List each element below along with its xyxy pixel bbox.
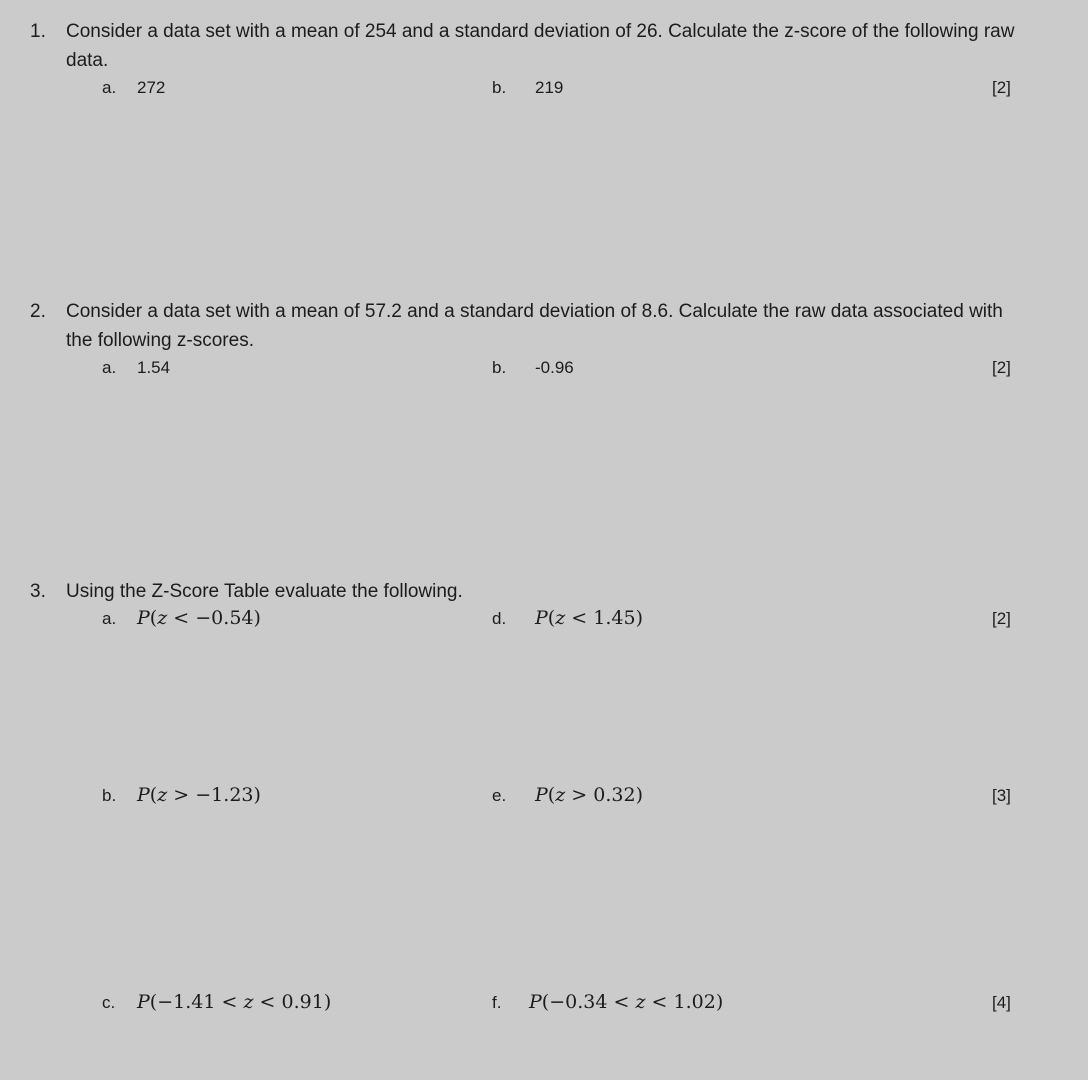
q3-d-label: d. xyxy=(492,609,507,628)
q3-ad-marks: [2] xyxy=(992,609,1011,628)
q3-b-expression: P(z > −1.23) xyxy=(137,784,261,806)
q3-d-expression: P(z < 1.45) xyxy=(535,607,643,629)
q2-marks: [2] xyxy=(992,358,1011,377)
q3-b-label: b. xyxy=(102,786,117,805)
q3-be-marks: [3] xyxy=(992,786,1011,805)
q3-f-expression: P(−0.34 < z < 1.02) xyxy=(529,991,724,1013)
q2-number: 2. xyxy=(30,301,46,322)
q2-b-value: -0.96 xyxy=(535,358,574,377)
q1-text-line1: Consider a data set with a mean of 254 and a standard deviation of 26. Calculate the z-score of the following raw xyxy=(66,21,1015,42)
q1-text-line2: data. xyxy=(66,50,109,71)
q1-marks: [2] xyxy=(992,78,1011,97)
q1-b-value: 219 xyxy=(535,78,564,97)
q1-a-label: a. xyxy=(102,78,117,97)
q3-c-expression: P(−1.41 < z < 0.91) xyxy=(137,991,332,1013)
q3-e-expression: P(z > 0.32) xyxy=(535,784,643,806)
q3-a-expression: P(z < −0.54) xyxy=(137,607,261,629)
q3-f-label: f. xyxy=(492,993,502,1012)
q2-text-line1: Consider a data set with a mean of 57.2 and a standard deviation of 8.6. Calculate the raw data associated with xyxy=(66,301,1003,322)
q3-cf-marks: [4] xyxy=(992,993,1011,1012)
q2-b-label: b. xyxy=(492,358,507,377)
q3-number: 3. xyxy=(30,581,46,602)
q1-number: 1. xyxy=(30,21,46,42)
q3-a-label: a. xyxy=(102,609,117,628)
q1-b-label: b. xyxy=(492,78,507,97)
q2-a-value: 1.54 xyxy=(137,358,171,377)
q3-e-label: e. xyxy=(492,786,507,805)
q3-c-label: c. xyxy=(102,993,116,1012)
q1-a-value: 272 xyxy=(137,78,166,97)
q2-a-label: a. xyxy=(102,358,117,377)
q3-text: Using the Z-Score Table evaluate the following. xyxy=(66,581,463,602)
q2-text-line2: the following z-scores. xyxy=(66,330,254,351)
